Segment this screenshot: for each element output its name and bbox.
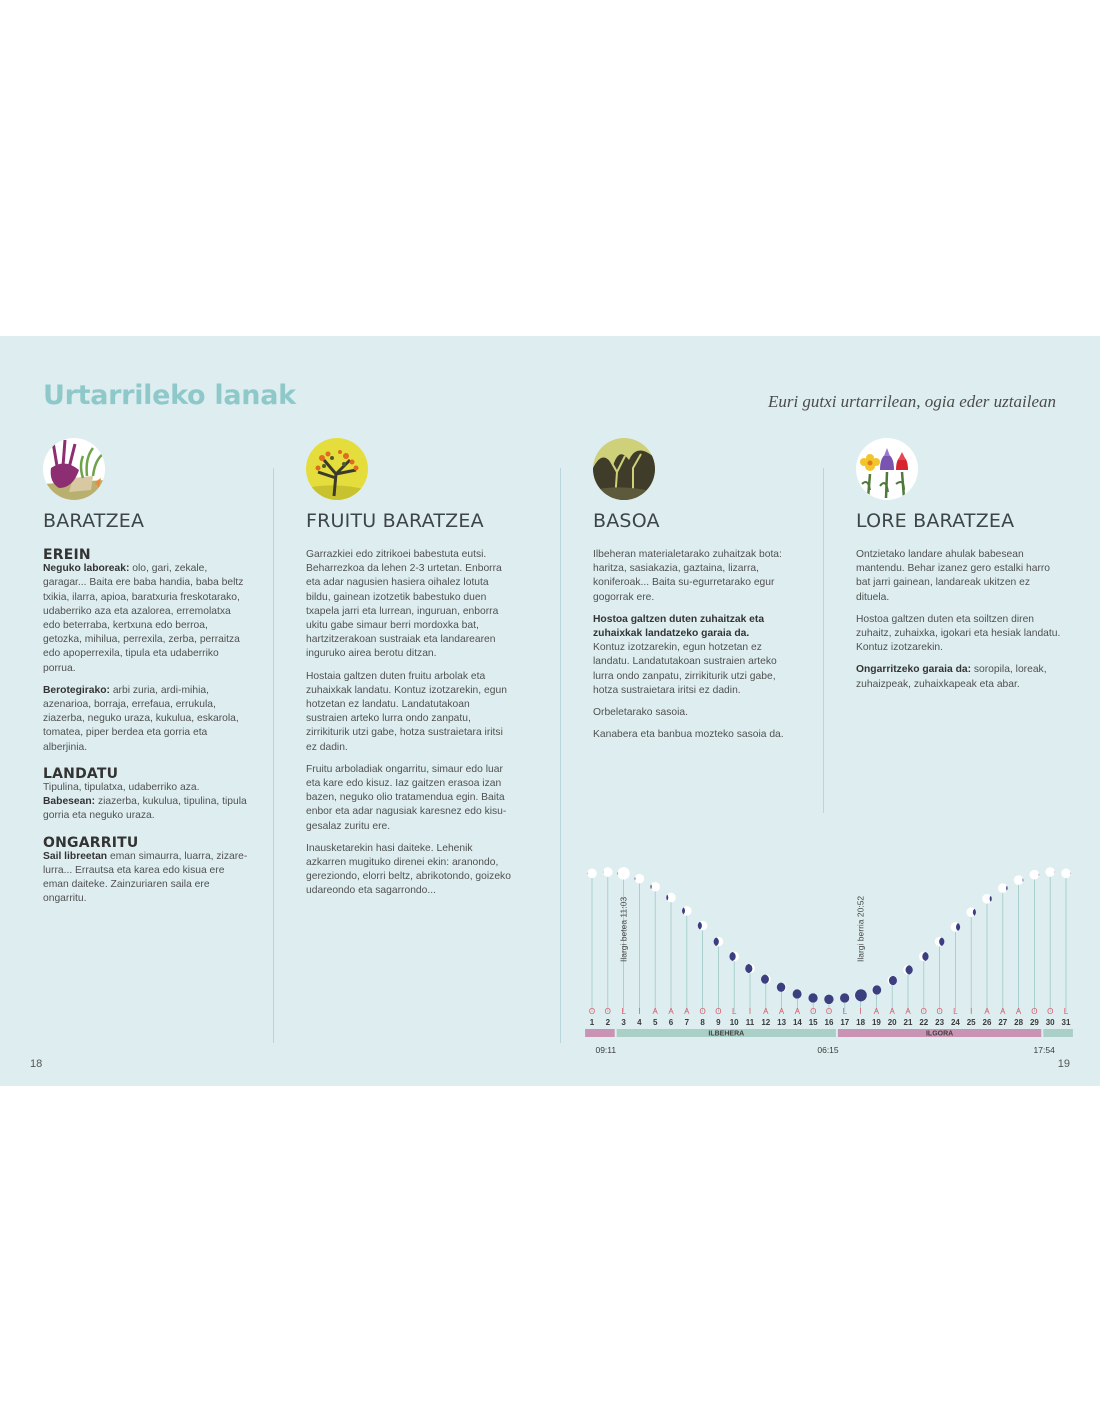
waxing-label: ILGORA [925,1030,954,1038]
moon-shadow [726,952,736,962]
bold-label: Babesean: [43,796,96,808]
paragraph: Orbeletarako sasoia. [593,707,689,719]
moon-shadow [675,906,685,916]
moon-shadow [1006,883,1016,893]
day-number: 18 [856,1018,866,1027]
paragraph: Inausketarekin hasi daiteke. Lehenik azkarren mugituko direnei ekin: aranondo, gereziondo, elorri beltz, abrikotondo, goizeko udareondo eta sagarrondo... [306,842,511,897]
moon-phase-marker [743,964,755,974]
day-number: 12 [761,1018,771,1027]
column-title: FRUITU BARATZEA [306,510,484,532]
moon-phase-marker [709,937,723,947]
moon-phase-marker [726,952,739,962]
moon-shadow [642,882,652,892]
day-number: 10 [729,1018,739,1027]
moon-shadow [759,974,769,984]
day-letter: O [588,1007,596,1016]
day-number: 13 [777,1018,787,1027]
paragraph [43,850,248,907]
bold-label: Hostoa galtzen duten zuhaitzak eta zuhaixkak landatzeko garaia da. [593,613,765,640]
moon-phase-marker [659,893,676,903]
day-letter: O [936,1007,943,1016]
day-letter: A [778,1007,785,1016]
section-heading: ONGARRITU [43,834,139,851]
page-number-left: 18 [30,1058,43,1070]
moon-lit [587,869,597,879]
day-letter: O [1047,1007,1054,1016]
text: soropila, loreak, zuhaizpeak, zuhaixkapeak eta abar. [856,664,1047,690]
text: Tipulina, tipulatxa, udaberriko aza. [43,782,200,794]
bold-label: Berotegirako: [43,684,110,696]
moon-phase-marker [583,869,597,879]
day-letter: O [920,1007,927,1016]
day-letter: I [638,1007,641,1016]
day-number: 9 [716,1018,721,1027]
moon-shadow [824,995,834,1005]
moon-phase-marker [903,965,915,975]
moon-phase-marker [792,989,802,999]
day-number: 4 [637,1018,642,1027]
moon-shadow [939,937,949,947]
waning-label: ILBEHERA [708,1030,745,1038]
moon-shadow [692,921,702,931]
time-label: 09:11 [595,1045,617,1055]
column-fruitu-baratzea [306,438,511,907]
moon-shadow [808,993,818,1003]
moon-shadow [973,907,983,917]
day-number: 19 [871,1018,881,1027]
moon-lit [635,874,645,884]
column-basoa [593,438,798,750]
moon-shadow [709,937,719,947]
proverb: Euri gutxi urtarrilean, ogia eder uztailean [767,392,1056,411]
day-number: 29 [1029,1018,1039,1027]
paragraph [856,663,1061,691]
day-number: 25 [966,1018,976,1027]
moon-shadow [922,952,932,962]
paragraph: Fruitu arboladiak ongarritu, simaur edo luar eta kare edo kisuz. Iaz gaitzen erasoa izan bazen, neguko olio tratamendua egin. Baita enbor eta adar nagusiak karesnez edo kisu-gesalaz zuritu ere. [306,763,507,832]
moon-lit [603,867,613,877]
bold-label: Ongarritzeko garaia da: [856,664,972,676]
column-divider [823,468,824,813]
full-moon-label: Ilargi betea 11:03 [618,896,629,962]
moon-shadow [889,976,899,986]
moon-shadow [956,922,966,932]
moon-shadow [840,993,850,1003]
day-letter: A [763,1007,769,1016]
day-number: 3 [621,1018,626,1027]
day-number: 6 [668,1018,674,1027]
column-divider [560,468,561,1043]
moon-phase-marker [919,952,932,962]
moon-shadow [872,985,882,995]
vegetable-garden-icon [43,438,105,500]
day-number: 14 [792,1018,802,1027]
moon-lit [617,867,629,879]
moon-phase-marker [692,921,707,931]
day-letter: A [668,1007,674,1016]
moon-shadow [743,964,753,974]
text: eman simaurra, luarra, zizare-lurra... Errautsa eta karea edo kisua ere eman daiteke. Zainzuriaren saila ere ongarritu. [43,850,248,905]
text: ziazerba, kukulua, tipulina, tipula gorria eta neguko uraza. [43,796,247,822]
column-body [593,548,798,742]
moon-phase-marker [935,937,949,947]
day-number: 24 [950,1018,960,1027]
day-number: 22 [919,1018,929,1027]
moon-phase-marker [759,974,770,984]
page-number-right: 19 [1057,1058,1070,1070]
bold-label: Sail libreetan [43,850,108,862]
moon-shadow [776,982,786,992]
day-letter: O [699,1007,706,1016]
time-label: 17:54 [1033,1045,1055,1055]
moon-shadow [659,893,669,903]
moon-lit [998,883,1008,893]
flowers-icon [856,438,918,500]
day-letter: A [1015,1007,1022,1016]
day-number: 11 [745,1018,755,1027]
column-divider [273,468,274,1043]
moon-phase-marker [872,985,882,995]
paragraph [43,562,248,676]
moon-phase-marker [808,993,818,1003]
time-label: 06:15 [817,1045,839,1055]
day-letter: L [621,1007,626,1016]
day-number: 1 [589,1018,595,1027]
moon-phase-marker [951,922,966,932]
text: arbi zuria, ardi-mihia, azenarioa, borraja, errefaua, errukula, ziazerba, neguko uraza, kukulua, eskarola, tomatea, piper berdea eta gorria eta alberjinia. [43,684,239,753]
day-number: 16 [824,1018,834,1027]
column-baratzea [43,438,248,915]
day-letter: L [953,1007,958,1016]
forest-icon [593,438,655,500]
page-title: Urtarrileko lanak [43,380,296,411]
paragraph: Ilbeheran materialetarako zuhaitzak bota: haritza, sasiakazia, gaztaina, lizarra, koniferoak... Baita su-egurretarako egur gogorrak ere. [593,549,782,603]
moon-phase-marker [642,882,660,892]
day-number: 7 [684,1018,690,1027]
paragraph: Hostaia galtzen duten fruitu arbolak eta zuhaixkak landatu. Kontuz izotzarekin, egun hotzetan ez landatu. Landatutakoan sustraien arteko lurra ondo zanpatu, zirrikiturik utzi gabe, hotza sustraietara iritsi ez dadin. [306,670,507,753]
day-number: 20 [887,1018,897,1027]
day-letter: O [604,1007,611,1016]
new-moon-label: Ilargi berria 20:52 [855,895,866,962]
moon-lit [1030,870,1040,880]
moon-shadow [906,965,916,975]
day-number: 15 [808,1018,818,1027]
moon-shadow [855,989,867,1001]
moon-phase-marker [824,995,834,1005]
paragraph: Hostoa galtzen duten eta soiltzen diren zuhaitz, zuhaixka, igokari eta hesiak landatu. Kontuz izotzarekin. [856,613,1061,654]
day-letter: O [715,1007,722,1016]
day-number: 21 [903,1018,913,1027]
fruit-tree-icon [306,438,368,500]
moon-phase-marker [1061,869,1078,879]
column-body [856,548,1061,692]
moon-phase-marker [1014,875,1032,885]
moon-phase-marker [854,989,867,1001]
column-title: BASOA [593,510,660,532]
day-letter: L [1063,1007,1069,1016]
paragraph: Garrazkiei edo zitrikoei babestuta eutsi. Beharrezkoa da lehen 2-3 urtetan. Enborra eta adar nagusien hasiera oihalez lotuta bildu, gainean izotzetik babestuko duen txapela jarri eta lurrean, inguruan, enborra ukitu gabe simaur berri mordoxka bat, hartzitzerakoan sustraiak eta landarearen inguruko airea berotu ditzan. [306,549,502,660]
moon-phase-marker [776,982,787,992]
day-number: 2 [605,1018,611,1027]
moon-shadow [792,989,802,999]
column-lore-baratzea [856,438,1061,700]
moon-lit [1045,867,1055,877]
moon-calendar [583,854,1078,1064]
day-letter: A [794,1007,801,1016]
day-letter: I [970,1007,973,1016]
day-letter: A [652,1007,658,1016]
day-number: 8 [700,1018,705,1027]
column-body [306,548,511,899]
day-letter: A [889,1007,895,1016]
day-letter: L [842,1007,848,1016]
moon-lit [1061,869,1071,879]
waxing-bar [585,1029,615,1037]
day-letter: O [810,1007,817,1016]
paragraph [593,613,798,698]
day-letter: L [731,1007,737,1016]
day-letter: A [1000,1007,1006,1016]
moon-phase-marker [840,993,850,1003]
column-body [43,548,248,907]
day-letter: A [984,1007,990,1016]
column-title: BARATZEA [43,510,145,532]
day-letter: A [873,1007,880,1016]
day-number: 17 [840,1018,850,1027]
day-number: 31 [1061,1018,1071,1027]
moon-phase-marker [982,894,999,904]
text: Kontuz izotzarekin, egun hotzetan ez landatu. Landatutakoan sustraien arteko lurra ondo zanpatu, zirrikiturik utzi gabe, hotza sustraietara iritsi ez dadin. [593,642,777,696]
day-number: 26 [982,1018,992,1027]
day-letter: I [748,1007,752,1016]
waning-bar [1043,1029,1073,1037]
day-number: 28 [1014,1018,1024,1027]
moon-phase-marker [675,906,691,916]
paragraph: Ontzietako landare ahulak babesean mantendu. Behar izanez gero estalki harro bat jarri gainean, landareak ukitzen ez dituela. [856,549,1051,603]
section-heading: EREIN [43,547,91,563]
moon-shadow [990,894,1000,904]
moon-phase-marker [966,907,982,917]
bold-label: Neguko laboreak: [43,563,130,575]
day-letter: A [905,1007,911,1016]
day-letter: O [1031,1007,1038,1016]
section-heading: LANDATU [43,765,119,782]
moon-lit [650,882,660,892]
paragraph [43,781,248,824]
page-spread [0,336,1100,1086]
day-letter: A [684,1007,690,1016]
moon-shadow [583,869,588,879]
moon-lit [1014,875,1024,885]
day-letter: O [825,1007,833,1016]
paragraph: Kanabera eta banbua mozteko sasoia da. [593,729,784,741]
day-number: 23 [935,1018,945,1027]
day-letter: I [859,1007,862,1016]
moon-shadow [1070,869,1078,879]
column-title: LORE BARATZEA [856,510,1015,532]
moon-phase-marker [998,883,1016,893]
text: olo, gari, zekale, garagar... Baita ere baba handia, baba beltz txikia, ilarra, apioa, baratxuria freskotarako, udaberriko aza eta azalorea, erremolatxa edo beterraba, kertxuna edo berroa, getozka, mihilua, perrexila, zerba, perraitza edo apoperrexila, tipula eta udaberriko porrua. [43,563,244,674]
paragraph [43,684,248,755]
day-number: 5 [652,1018,658,1027]
day-number: 27 [998,1018,1008,1027]
day-number: 30 [1045,1018,1055,1027]
moon-phase-marker [887,976,898,986]
